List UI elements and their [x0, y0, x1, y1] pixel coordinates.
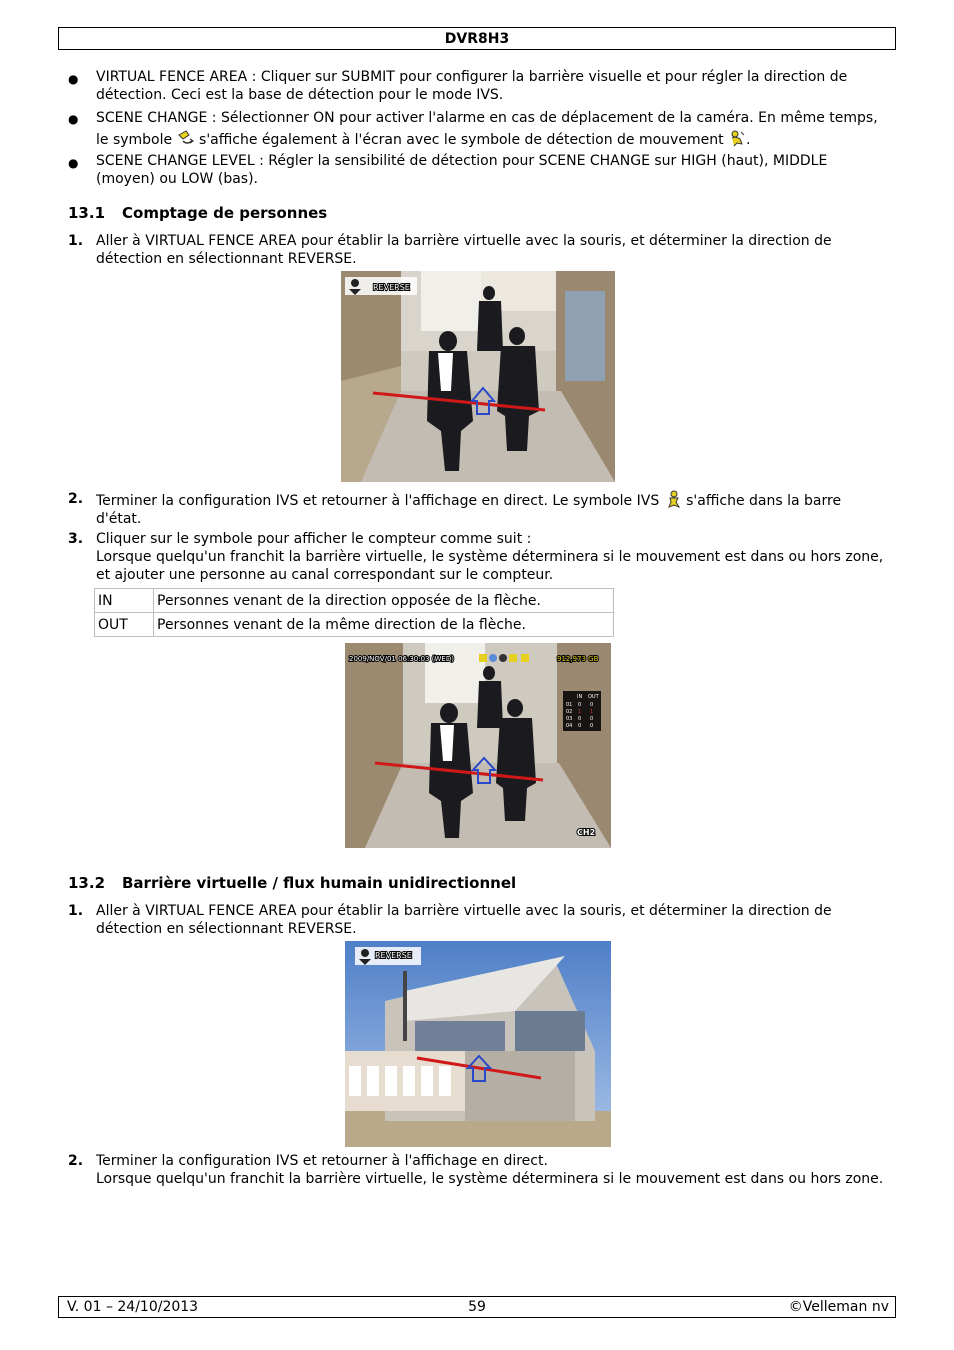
counter-in: 1 [578, 709, 582, 715]
section-heading-13-2 [68, 874, 516, 892]
table-cell-value: Personnes venant de la direction opposée de la flèche. [154, 589, 614, 613]
table-cell-key: OUT [95, 613, 154, 637]
fence-setup-photo-house [345, 941, 611, 1147]
step-number: 1. [68, 233, 84, 249]
counter-in: 0 [578, 716, 582, 722]
bullet-text: s'affiche également à l'écran avec le symbole de détection de mouvement [199, 132, 724, 148]
step-number: 2. [68, 491, 84, 507]
reverse-label: REVERSE [373, 283, 410, 292]
counter-ch: 03 [566, 716, 573, 722]
disk-capacity: 912,973 GB [557, 655, 599, 663]
scene-change-icon [177, 129, 195, 147]
bullet-scene-change [96, 108, 888, 151]
table-row [95, 613, 614, 637]
table-cell-key: IN [95, 589, 154, 613]
reverse-label: REVERSE [375, 951, 412, 960]
bullet-dot: ● [68, 72, 79, 86]
counter-ch: 01 [566, 702, 573, 708]
counter-ch: 02 [566, 709, 573, 715]
step-text-line: Terminer la configuration IVS et retourner à l'affichage en direct. [96, 1153, 548, 1169]
bullet-text: . [746, 132, 751, 148]
section-number: 13.2 [68, 874, 106, 892]
fence-setup-photo-1 [341, 271, 615, 482]
status-timestamp: 2009/NOV/01 06:30:03 (WED) [349, 655, 454, 663]
section-title: Comptage de personnes [122, 204, 328, 222]
step-text-line: Lorsque quelqu'un franchit la barrière virtuelle, le système déterminera si le mouvement est dans ou hors zone. [96, 1171, 884, 1187]
counter-out: 0 [590, 723, 594, 729]
table-cell-value: Personnes venant de la même direction de la flèche. [154, 613, 614, 637]
bullet-virtual-fence: VIRTUAL FENCE AREA : Cliquer sur SUBMIT pour configurer la barrière visuelle et pour régler la direction de détection. Ceci est la base de détection pour le mode IVS. [96, 69, 848, 103]
counter-out: 1 [590, 709, 594, 715]
counter-out: 0 [590, 702, 594, 708]
bullet-dot: ● [68, 156, 79, 170]
footer-page-number: 59 [468, 1299, 486, 1315]
step-text-line: Lorsque quelqu'un franchit la barrière virtuelle, le système déterminera si le mouvement est dans ou hors zone, et ajouter une personne au canal correspondant sur le compteur. [96, 549, 884, 583]
step-text: Aller à VIRTUAL FENCE AREA pour établir la barrière virtuelle avec la souris, et déterminer la direction de détection en sélectionnant REVERSE. [96, 903, 832, 937]
page-footer [58, 1296, 896, 1318]
table-row [95, 589, 614, 613]
motion-detect-icon [728, 129, 746, 147]
step-number: 1. [68, 903, 84, 919]
step-text-part: Terminer la configuration IVS et retourner à l'affichage en direct. Le symbole IVS [96, 493, 660, 509]
step-text: Aller à VIRTUAL FENCE AREA pour établir la barrière virtuelle avec la souris, et déterminer la direction de détection en sélectionnant REVERSE. [96, 233, 832, 267]
step-text-line: Cliquer sur le symbole pour afficher le compteur comme suit : [96, 531, 532, 547]
counter-legend-table [94, 588, 614, 637]
channel-label: CH2 [577, 828, 596, 837]
footer-brand: ©Velleman nv [788, 1299, 889, 1315]
step-text-part: s'affiche dans la barre d'état. [96, 493, 842, 527]
bullet-scene-change-level: SCENE CHANGE LEVEL : Régler la sensibilité de détection pour SCENE CHANGE sur HIGH (haut), MIDDLE (moyen) ou LOW (bas). [96, 153, 828, 187]
counter-head-in: IN [577, 694, 583, 700]
counter-in: 0 [578, 723, 582, 729]
counter-head-out: OUT [588, 694, 599, 700]
step-text [96, 490, 888, 528]
bullet-dot: ● [68, 112, 79, 126]
step-number: 3. [68, 531, 84, 547]
counter-ch: 04 [566, 723, 573, 729]
page-header [58, 27, 896, 50]
bullet-text: SCENE CHANGE : Sélectionner ON pour activer l'alarme en cas de déplacement de la caméra. En même temps, le symbole [96, 110, 878, 148]
section-number: 13.1 [68, 204, 106, 222]
step-text [96, 530, 888, 584]
counter-in: 0 [578, 702, 582, 708]
step-number: 2. [68, 1153, 84, 1169]
live-view-counter-photo [345, 643, 611, 848]
step-text [96, 1152, 888, 1188]
header-title: DVR8H3 [444, 31, 510, 47]
footer-version: V. 01 – 24/10/2013 [67, 1299, 199, 1315]
ivs-icon [664, 490, 682, 508]
section-heading-13-1 [68, 204, 327, 222]
section-title: Barrière virtuelle / flux humain unidirectionnel [122, 874, 517, 892]
status-icons [479, 654, 529, 662]
counter-out: 0 [590, 716, 594, 722]
